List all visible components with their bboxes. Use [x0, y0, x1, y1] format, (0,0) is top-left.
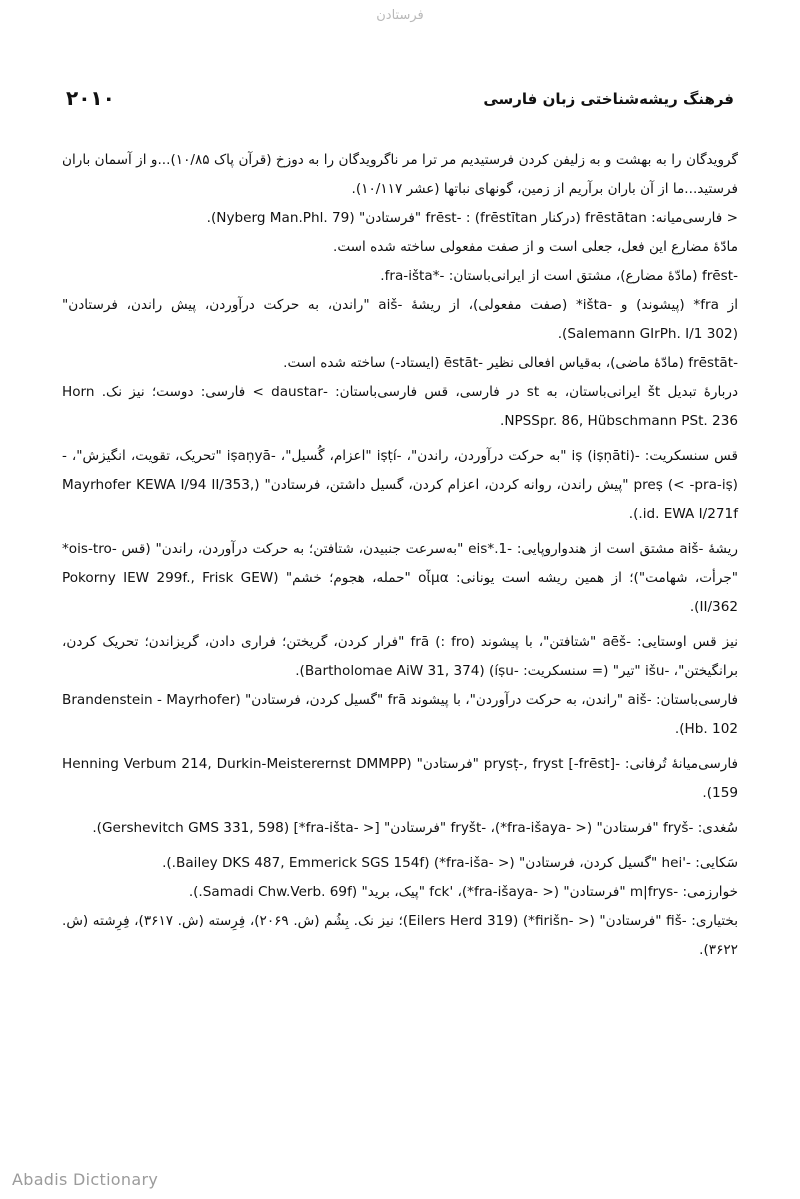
- paragraph: نیز قس اوستایی: -aēš "شتافتن"، با پیشوند frā (: fro) "فرار کردن، گریختن؛ فراری دادن، گریزاندن؛ تحریک کردن، برانگیختن"، -išu "تیر" (= سنسکریت: -íṣu) (Bartholomae AiW 31, 374).: [62, 634, 738, 679]
- paragraph: -frēst (مادّهٔ مضارع)، مشتق است از ایرانی‌باستان: -*fra-išta.: [380, 268, 738, 284]
- book-title: فرهنگ ریشه‌شناختی زبان فارسی: [483, 90, 734, 108]
- page-number: ۲۰۱۰: [66, 86, 115, 110]
- paragraph: مادّهٔ مضارع این فعل، جعلی است و از صفت مفعولی ساخته شده است.: [333, 239, 738, 255]
- site-watermark: Abadis Dictionary: [12, 1170, 159, 1189]
- paragraph: < فارسی‌میانه: frēstātan (درکنار frēstītan) : -frēst "فرستادن" (Nyberg Man.Phl. 79).: [206, 210, 738, 226]
- paragraph: بختیاری: -fiš "فرستادن" (< -firišn*) (Eilers Herd 319)؛ نیز نک. بِشُم (ش. ۲۰۶۹)، فِرِسته (ش. ۳۶۱۷)، فِرِشته (ش. ۳۶۲۲).: [62, 913, 738, 958]
- paragraph: گرویدگان را به بهشت و به زلیفن کردن فرستیدیم مر ترا مر ناگرویدگان را به دوزخ (قرآن پاک ۱۰/۸۵)...و از آسمان باران فرستید...ما از آن باران برآریم از زمین، گونهای نباتها (عشر ۱۰/۱۱۷).: [62, 152, 738, 197]
- paragraph: ریشهٔ -aiš مشتق است از هندواروپایی: -1.*eis "به‌سرعت جنبیدن، شتافتن؛ به حرکت درآوردن، راندن" (قس -ois-tro* "جرأت، شهامت")؛ از همین ریشه است یونانی: οἶμα "حمله، هجوم؛ خشم" (Pokorny IEW 299f., Frisk GEW II/362).: [62, 541, 738, 615]
- page-body: [62, 146, 738, 965]
- paragraph: خوارزمی: -m|frys "فرستادن" (< -fra-išaya*)، 'fck "پیک، برید" (Samadi Chw.Verb. 69f.).: [188, 884, 738, 900]
- paragraph: سُغدی: -fryš "فرستادن" (< -fra-išaya*)، -fryšt "فرستادن" [< -fra-išta*] (Gershevitch GMS 331, 598).: [92, 820, 738, 836]
- paragraph: از fra* (پیشوند) و -išta* (صفت مفعولی)، از ریشهٔ -aiš "راندن، به حرکت درآوردن، پیش راندن، فرستادن" (Salemann GIrPh. I/1 302).: [62, 297, 738, 342]
- paragraph: فارسی‌میانهٔ تُرفانی: -prysṭ-, fryst [-frēst] "فرستادن" (Henning Verbum 214, Durkin-Meisterernst DMMPP 159).: [62, 756, 738, 801]
- paragraph: -frēstāt (مادّهٔ ماضی)، به‌قیاس افعالی نظیر -ēstāt (ایستاد-) ساخته شده است.: [283, 355, 738, 371]
- page-header: [66, 86, 734, 114]
- paragraph: قس سنسکریت: -iṣ (iṣṇāti) "به حرکت درآوردن، راندن"، -iṣṭí "اعزام، گُسیل"، -iṣaṇyā "تحریک، تقویت، انگیزش"، -preṣ (< -pra-iṣ) "پیش راندن، روانه کردن، اعزام کردن، گسیل داشتن، فرستادن" (Mayrhofer KEWA I/94 II/353, id. EWA I/271f.).: [62, 448, 738, 522]
- paragraph: سَکایی: -'hei "گسیل کردن، فرستادن" (< -fra-iša*) (Bailey DKS 487, Emmerick SGS 154f.).: [162, 855, 738, 871]
- paragraph: فارسی‌باستان: -aiš "راندن، به حرکت درآوردن"، با پیشوند frā "گسیل کردن، فرستادن" (Brandenstein - Mayrhofer Hb. 102).: [62, 692, 738, 737]
- watermark-text: فرستادن: [376, 8, 424, 23]
- paragraph: دربارهٔ تبدیل št ایرانی‌باستان، به st در فارسی، قس فارسی‌باستان: -daustar > فارسی: دوست؛ نیز نک. Horn NPSSpr. 86, Hübschmann PSt. 236.: [62, 384, 738, 429]
